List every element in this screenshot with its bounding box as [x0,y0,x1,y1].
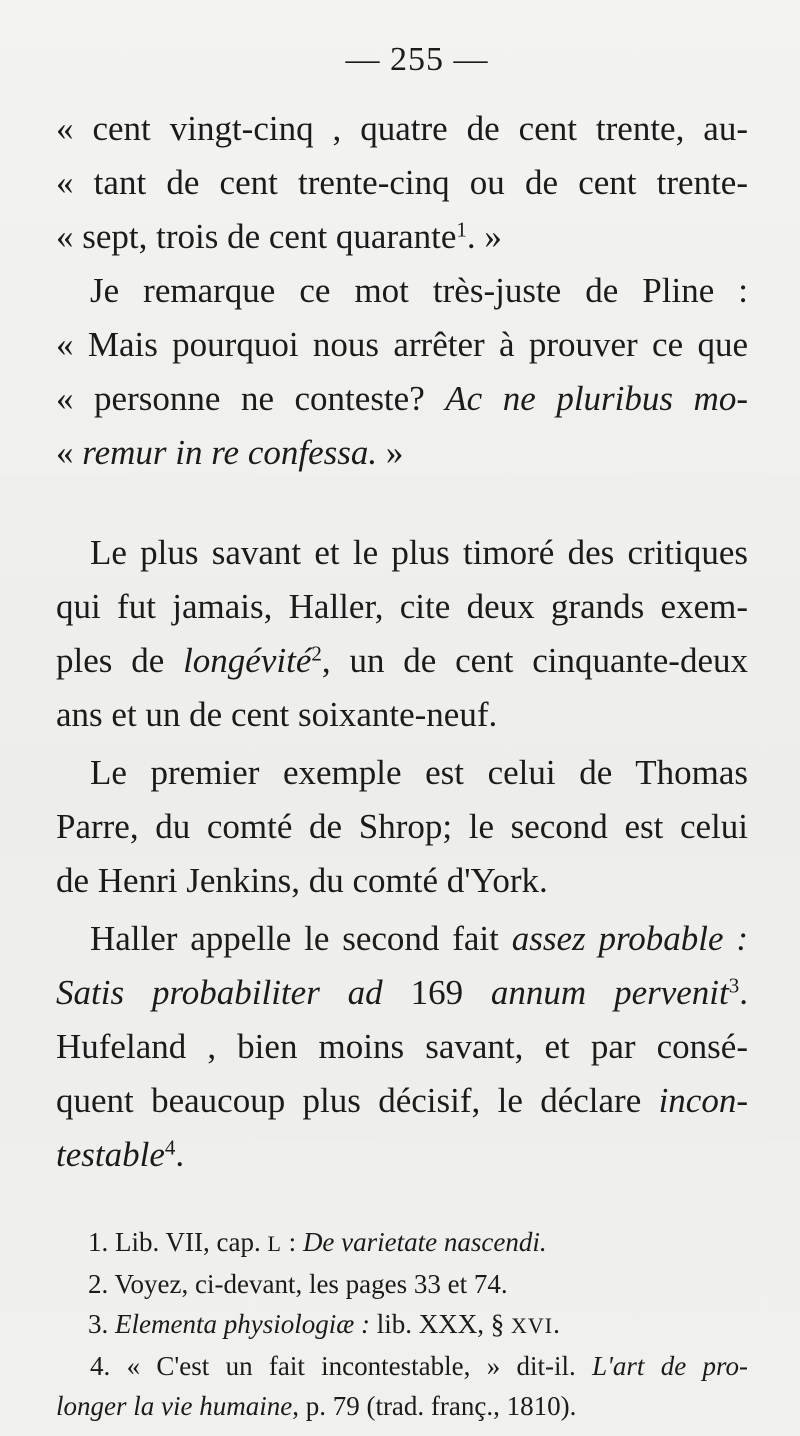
text-line: Le plus savant et le plus timoré des critiques [90,533,748,572]
text-line: « Mais pourquoi nous arrêter à prouver ce que [56,325,748,364]
footnote-4-continued: longer la vie humaine, p. 79 (trad. franç., 1810). [56,1391,577,1421]
footnote-ref: 4 [164,1135,176,1160]
footnote-2: 2. Voyez, ci-devant, les pages 33 et 74. [88,1269,508,1299]
text-line: qui fut jamais, Haller, cite deux grands exem- [56,587,748,626]
text-line: Haller appelle le second fait assez probable : [90,919,748,958]
text-line: Le premier exemple est celui de Thomas [90,753,748,792]
text-line: Satis probabiliter ad 169 annum pervenit$^3$. [56,973,748,1012]
footnote-ref: 3 [728,973,740,998]
footnote-ref: 2 [311,641,322,666]
text-line: testable$^4$. [56,1135,185,1174]
text-line: Hufeland , bien moins savant, et par consé- [56,1027,748,1066]
paragraph-gap [56,480,748,526]
text-line: « cent vingt-cinq , quatre de cent trente, au- [56,109,748,148]
text-line: Je remarque ce mot très-juste de Pline : [90,271,748,310]
footnote-1: 1. Lib. VII, cap. L : De varietate nascendi. [88,1227,547,1257]
text-line: « remur in re confessa. » [56,433,404,472]
text-line: « tant de cent trente-cinq ou de cent trente- [56,163,748,202]
text-line: « sept, trois de cent quarante$^1$. » [56,217,502,256]
text-line: ans et un de cent soixante-neuf. [56,695,498,734]
text-line: quent beaucoup plus décisif, le déclare incon- [56,1081,748,1120]
text-line: « personne ne conteste? Ac ne pluribus mo- [56,379,748,418]
page-number: — 255 — [345,41,489,78]
text-line: ples de longévité$^2$, un de cent cinquante-deux [56,641,748,680]
footnote-4: 4. « C'est un fait incontestable, » dit-il. L'art de pro- [90,1351,748,1381]
footnote-ref: 1 [456,217,467,242]
text-line: de Henri Jenkins, du comté d'York. [56,861,548,900]
footnotes [56,1222,748,1426]
body-text [56,102,748,1182]
text-line: Parre, du comté de Shrop; le second est celui [56,807,748,846]
footnote-3: 3. Elementa physiologiæ : lib. XXX, § XVI. [88,1309,560,1339]
